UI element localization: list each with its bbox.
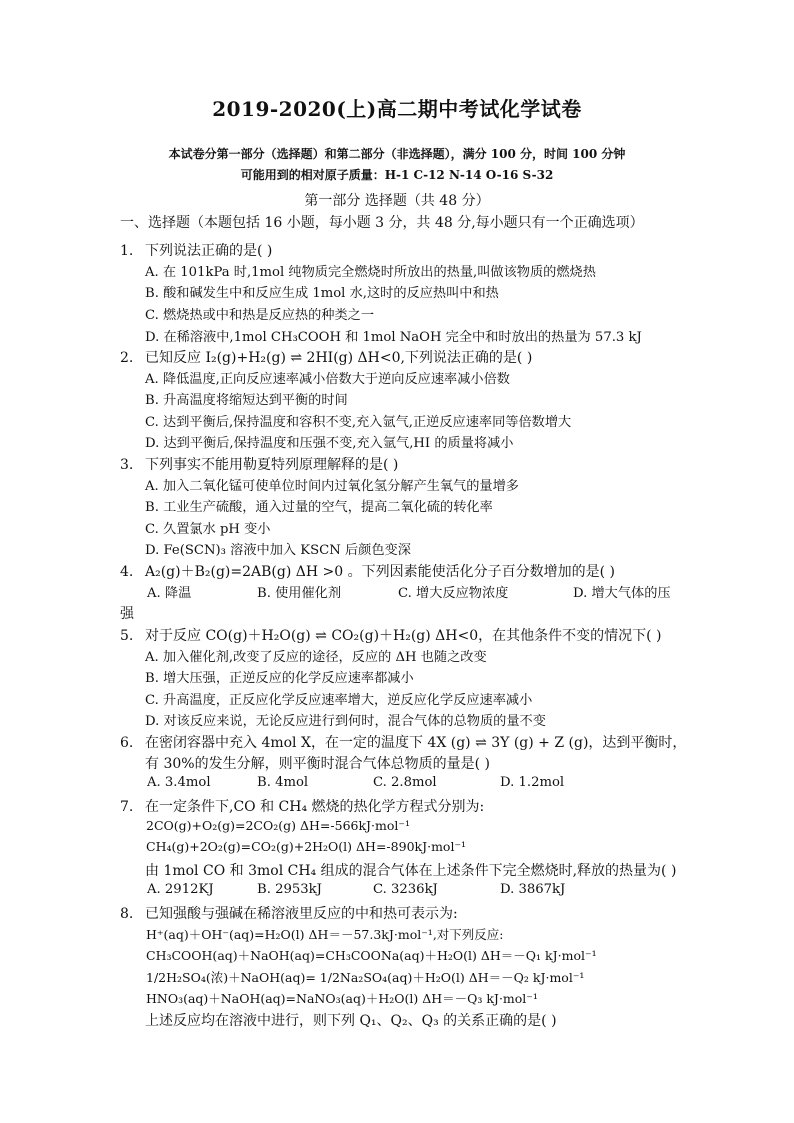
- option-c[interactable]: C. 升高温度，正反应化学反应速率增大，逆反应化学反应速率减小: [145, 693, 533, 708]
- option-a[interactable]: A. 2912KJ: [147, 882, 214, 897]
- section-title: 一、选择题（本题包括 16 小题，每小题 3 分，共 48 分,每小题只有一个正确选项）: [120, 215, 644, 231]
- question-1: [120, 240, 272, 260]
- option-b[interactable]: B. 增大压强，正逆反应的化学反应速率都减小: [145, 671, 414, 686]
- option-b[interactable]: B. 酸和碱发生中和反应生成 1mol 水,这时的反应热叫中和热: [145, 286, 499, 301]
- option-b[interactable]: B. 2953kJ: [257, 882, 322, 897]
- exam-note-line2: 可能用到的相对原子质量：H-1 C-12 N-14 O-16 S-32: [240, 168, 554, 182]
- option-d[interactable]: D. 1.2mol: [500, 775, 565, 790]
- question-stem-continued: 上述反应均在溶液中进行，则下列 Q₁、Q₂、Q₃ 的关系正确的是( ): [145, 1013, 557, 1029]
- option-d[interactable]: D. 达到平衡后,保持温度和压强不变,充入氩气,HI 的质量将减小: [145, 436, 514, 451]
- question-stem-continued: 有 30%的发生分解，则平衡时混合气体总物质的量是( ): [145, 756, 490, 772]
- option-a[interactable]: A. 加入二氧化锰可使单位时间内过氧化氢分解产生氧气的量增多: [145, 479, 519, 494]
- thermo-equation: 2CO(g)+O₂(g)=2CO₂(g) ΔH=-566kJ·mol⁻¹: [146, 818, 411, 833]
- option-c[interactable]: C. 燃烧热或中和热是反应热的种类之一: [145, 308, 375, 323]
- question-number: 5.: [120, 628, 134, 644]
- part-title: 第一部分 选择题（共 48 分）: [304, 193, 490, 209]
- question-number: 2.: [120, 350, 134, 366]
- question-number: 6.: [120, 735, 134, 751]
- question-4: [120, 561, 615, 581]
- question-stem: 下列事实不能用勒夏特列原理解释的是( ): [145, 457, 399, 473]
- page-title: 2019-2020(上)高二期中考试化学试卷: [212, 97, 582, 121]
- option-a[interactable]: A. 加入催化剂,改变了反应的途径，反应的 ΔH 也随之改变: [145, 650, 487, 665]
- option-d[interactable]: D. 增大气体的压: [573, 586, 671, 601]
- question-stem: 已知强酸与强碱在稀溶液里反应的中和热可表示为:: [145, 906, 458, 922]
- question-number: 4.: [120, 564, 134, 580]
- question-stem: 下列说法正确的是( ): [145, 243, 273, 259]
- thermo-equation: H⁺(aq)＋OH⁻(aq)=H₂O(l) ΔH＝－57.3kJ·mol⁻¹,对下列反应:: [146, 927, 504, 942]
- option-c[interactable]: C. 久置氯水 pH 变小: [145, 522, 271, 537]
- question-number: 7.: [120, 799, 134, 815]
- option-a[interactable]: A. 在 101kPa 时,1mol 纯物质完全燃烧时所放出的热量,叫做该物质的燃烧热: [145, 265, 596, 280]
- option-a[interactable]: A. 降温: [147, 586, 192, 601]
- option-b[interactable]: B. 4mol: [257, 775, 309, 790]
- question-number: 8.: [120, 906, 134, 922]
- option-c[interactable]: C. 增大反应物浓度: [398, 586, 509, 601]
- question-7: [120, 796, 484, 816]
- option-d-wrap: 强: [120, 606, 134, 622]
- question-stem: 在一定条件下,CO 和 CH₄ 燃烧的热化学方程式分别为:: [145, 799, 485, 815]
- option-b[interactable]: B. 工业生产硫酸，通入过量的空气，提高二氧化硫的转化率: [145, 500, 493, 515]
- question-3: [120, 454, 398, 474]
- option-a[interactable]: A. 3.4mol: [147, 775, 211, 790]
- question-stem: A₂(g)＋B₂(g)=2AB(g) ΔH >0 。下列因素能使活化分子百分数增加的是( ): [145, 564, 615, 580]
- question-stem: 在密闭容器中充入 4mol X，在一定的温度下 4X (g) ⇌ 3Y (g) + Z (g)，达到平衡时，: [145, 735, 687, 751]
- question-stem-continued: 由 1mol CO 和 3mol CH₄ 组成的混合气体在上述条件下完全燃烧时,释放的热量为( ): [145, 863, 677, 879]
- thermo-equation: 1/2H₂SO₄(浓)＋NaOH(aq)= 1/2Na₂SO₄(aq)＋H₂O(l) ΔH＝－Q₂ kJ·mol⁻¹: [146, 970, 585, 985]
- option-c[interactable]: C. 2.8mol: [373, 775, 437, 790]
- option-b[interactable]: B. 使用催化剂: [257, 586, 342, 601]
- question-stem: 对于反应 CO(g)＋H₂O(g) ⇌ CO₂(g)＋H₂(g) ΔH<0，在其他条件不变的情况下( ): [145, 628, 662, 644]
- option-d[interactable]: D. Fe(SCN)₃ 溶液中加入 KSCN 后颜色变深: [145, 543, 411, 558]
- question-2: [120, 347, 532, 367]
- question-stem: 已知反应 I₂(g)+H₂(g) ⇌ 2HI(g) ΔH<0,下列说法正确的是( ): [145, 350, 533, 366]
- exam-note-line1: 本试卷分第一部分（选择题）和第二部分（非选择题），满分 100 分，时间 100 分钟: [168, 147, 626, 161]
- thermo-equation: CH₄(g)+2O₂(g)=CO₂(g)+2H₂O(l) ΔH=-890kJ·mol⁻¹: [146, 839, 467, 854]
- option-c[interactable]: C. 3236kJ: [373, 882, 438, 897]
- question-8: [120, 903, 458, 923]
- option-a[interactable]: A. 降低温度,正向反应速率减小倍数大于逆向反应速率减小倍数: [145, 372, 510, 387]
- option-b[interactable]: B. 升高温度将缩短达到平衡的时间: [145, 393, 348, 408]
- question-number: 1.: [120, 243, 134, 259]
- option-c[interactable]: C. 达到平衡后,保持温度和容积不变,充入氩气,正逆反应速率同等倍数增大: [145, 415, 572, 430]
- thermo-equation: HNO₃(aq)＋NaOH(aq)=NaNO₃(aq)＋H₂O(l) ΔH＝－Q₃ kJ·mol⁻¹: [146, 991, 538, 1006]
- option-d[interactable]: D. 在稀溶液中,1mol CH₃COOH 和 1mol NaOH 完全中和时放出的热量为 57.3 kJ: [145, 330, 642, 345]
- option-d[interactable]: D. 3867kJ: [500, 882, 566, 897]
- question-6: [120, 732, 686, 752]
- question-number: 3.: [120, 457, 134, 473]
- thermo-equation: CH₃COOH(aq)＋NaOH(aq)=CH₃COONa(aq)＋H₂O(l) ΔH＝－Q₁ kJ·mol⁻¹: [146, 948, 597, 963]
- option-d[interactable]: D. 对该反应来说，无论反应进行到何时，混合气体的总物质的量不变: [145, 714, 546, 729]
- question-5: [120, 625, 662, 645]
